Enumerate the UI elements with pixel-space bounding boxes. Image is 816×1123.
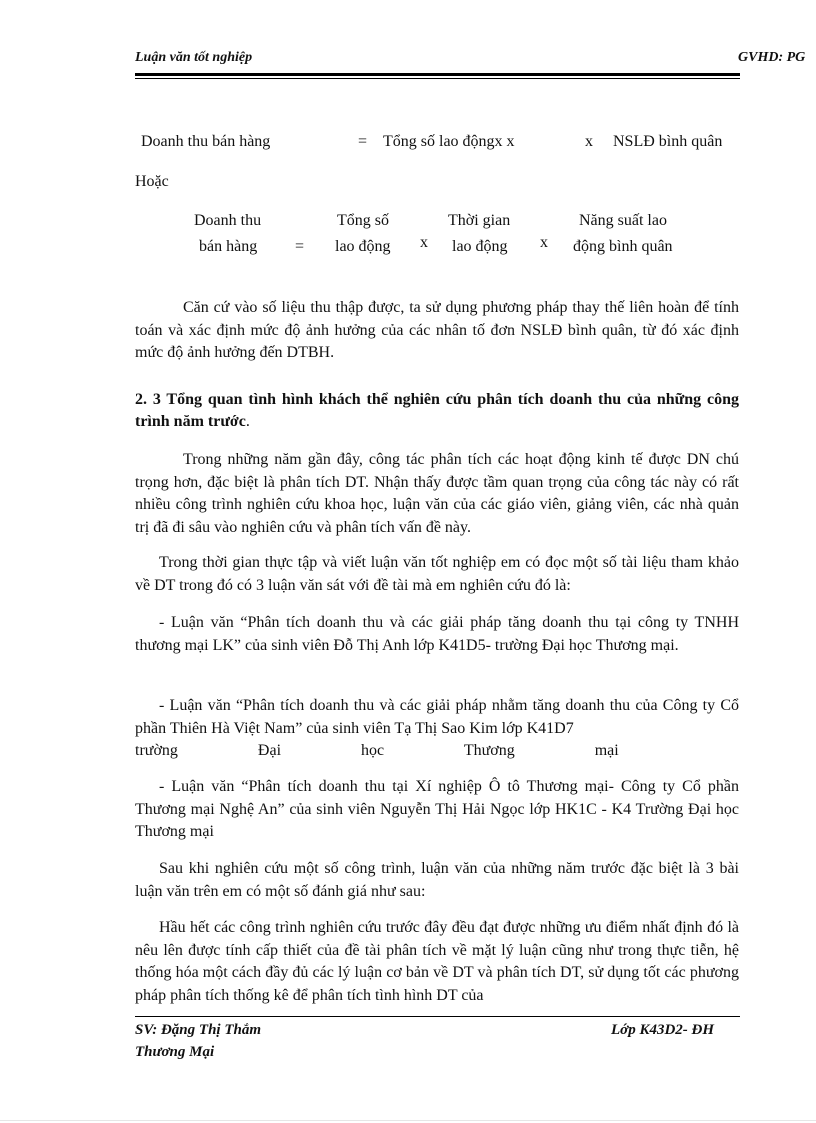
formula1-term1: Tổng số lao độngx x (383, 133, 515, 150)
formula2-term3-top: Năng suất lao (579, 212, 667, 229)
formula2-term3-bottom: động bình quân (573, 238, 673, 255)
header-rule-thick (135, 73, 740, 76)
formula2-lhs-bottom: bán hàng (199, 238, 258, 255)
formula2-term1-bottom: lao động (335, 238, 391, 255)
formula1-operator: x (585, 133, 593, 150)
section-heading-period: . (245, 413, 250, 430)
list-item-thesis-2: - Luận văn “Phân tích doanh thu và các giải pháp nhằm tăng doanh thu của Công ty Cổ phần Thiên Hà Việt Nam” của sinh viên Tạ Thị Sao Kim lớp K41D7 (135, 697, 739, 737)
page-bottom-edge (0, 1120, 816, 1121)
paragraph-internship: Trong thời gian thực tập và viết luận văn tốt nghiệp em có đọc một số tài liệu tham khảo về DT trong đó có 3 luận văn sát với đề tài mà em nghiên cứu đó là: (135, 554, 739, 594)
header-advisor: GVHD: PG (738, 50, 806, 65)
header-title: Luận văn tốt nghiệp (135, 50, 253, 65)
paragraph-evaluation: Hầu hết các công trình nghiên cứu trước đây đều đạt được những ưu điểm nhất định đó là nêu lên được tính cấp thiết của đề tài phân tích về mặt lý luận cũng như trong thực tiễn, hệ thống hóa một cách đầy đủ các lý luận cơ bản về DT và phân tích DT, sử dụng tốt các phương pháp phân tích thống kê để phân tích tình hình DT của (135, 919, 739, 1004)
section-heading (135, 389, 739, 433)
formula2-term2-bottom: lao động (452, 238, 508, 255)
list-item-thesis-1: - Luận văn “Phân tích doanh thu và các giải pháp tăng doanh thu tại công ty TNHH thương mại LK” của sinh viên Đỗ Thị Anh lớp K41D5- trường Đại học Thương mại. (135, 614, 739, 654)
formula2-equals: = (295, 238, 305, 255)
formula2-lhs-top: Doanh thu (194, 212, 262, 229)
formula2-term1-top: Tổng số (337, 212, 389, 229)
footer-student: SV: Đặng Thị Thắm (135, 1022, 261, 1038)
formula1-lhs: Doanh thu bán hàng (141, 133, 271, 150)
list-item-thesis-2-continued: trường Đại học Thương mại (135, 742, 619, 759)
formula2-term2-top: Thời gian (448, 212, 511, 229)
or-text: Hoặc (135, 173, 169, 190)
list-item-thesis-3: - Luận văn “Phân tích doanh thu tại Xí nghiệp Ô tô Thương mại- Công ty Cổ phần Thương mại Nghệ An” của sinh viên Nguyễn Thị Hải Ngọc lớp HK1C - K4 Trường Đại học Thương mại (135, 778, 739, 840)
footer-school: Thương Mại (135, 1044, 215, 1060)
header-rule-thin (135, 78, 740, 79)
paragraph-evaluation-intro: Sau khi nghiên cứu một số công trình, luận văn của những năm trước đặc biệt là 3 bài luận văn trên em có một số đánh giá như sau: (135, 860, 739, 900)
formula2-operator2: x (540, 234, 548, 251)
paragraph-overview: Trong những năm gần đây, công tác phân tích các hoạt động kinh tế được DN chú trọng hơn, đặc biệt là phân tích DT. Nhận thấy được tầm quan trọng của công tác này có rất nhiều công trình nghiên cứu khoa học, luận văn của các giáo viên, giảng viên, các nhà quản trị đã đi sâu vào nghiên cứu và phân tích vấn đề này. (135, 451, 739, 536)
section-heading-text: 2. 3 Tổng quan tình hình khách thể nghiên cứu phân tích doanh thu của những công trình năm trước (135, 391, 739, 430)
formula1-term2: NSLĐ bình quân (613, 133, 723, 150)
footer-rule (135, 1016, 740, 1017)
formula1-equals: = (358, 133, 368, 150)
footer-class: Lớp K43D2- ĐH (611, 1022, 715, 1038)
paragraph-method: Căn cứ vào số liệu thu thập được, ta sử dụng phương pháp thay thế liên hoàn để tính toán và xác định mức độ ảnh hưởng của các nhân tố đơn NSLĐ bình quân, từ đó xác định mức độ ảnh hưởng đến DTBH. (135, 299, 739, 361)
formula2-operator1: x (420, 234, 428, 251)
